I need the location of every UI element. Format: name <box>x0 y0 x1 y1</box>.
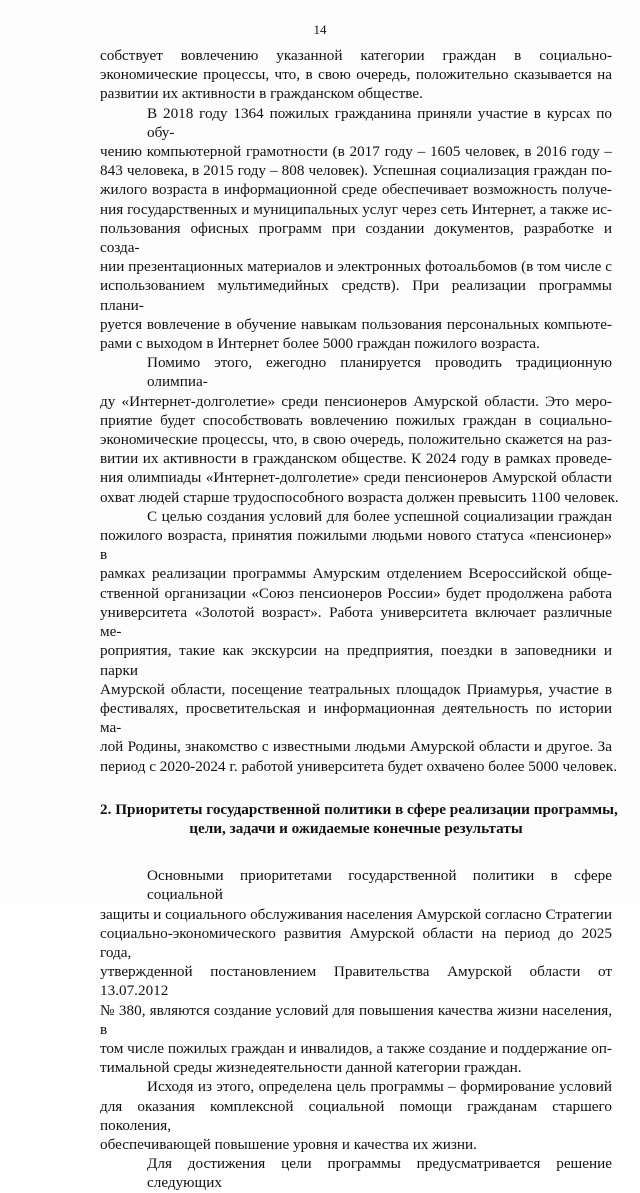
text-line: Исходя из этого, определена цель программы – формирование условий <box>147 1078 612 1096</box>
heading-line: 2. Приоритеты государственной политики в сфере реализации программы, <box>100 800 618 818</box>
text-line: том числе пожилых граждан и инвалидов, а также создание и поддержание оп- <box>100 1039 612 1057</box>
document-body <box>100 46 619 1193</box>
heading-line: цели, задачи и ожидаемые конечные результаты <box>189 819 523 837</box>
text-line: чению компьютерной грамотности (в 2017 году – 1605 человек, в 2016 году – <box>100 143 612 161</box>
page-number: 14 <box>313 22 327 37</box>
text-line: собствует вовлечению указанной категории граждан в социально- <box>100 47 612 64</box>
text-line: приятие будет способствовать вовлечению пожилых граждан в социально- <box>100 411 612 429</box>
heading-spacer <box>100 838 612 866</box>
text-line: В 2018 году 1364 пожилых гражданина приняли участие в курсах по обу- <box>147 104 612 141</box>
text-line: жилого возраста в информационной среде обеспечивает возможность получе- <box>100 181 612 199</box>
text-line: утвержденной постановлением Правительства Амурской области от 13.07.2012 <box>100 963 612 1000</box>
text-line: использованием мультимедийных средств). При реализации программы плани- <box>100 277 612 314</box>
text-line: Амурской области, посещение театральных площадок Приамурья, участие в <box>100 680 612 698</box>
text-line: пожилого возраста, принятия пожилыми людьми нового статуса «пенсионер» в <box>100 527 612 564</box>
section-heading <box>100 800 618 838</box>
text-line: фестивалях, просветительская и информационная деятельность по истории ма- <box>100 699 612 737</box>
paragraph-continuation <box>100 46 612 104</box>
text-line: Для достижения цели программы предусматривается решение следующих <box>147 1155 612 1192</box>
text-line: роприятия, такие как экскурсии на предприятия, поездки в заповедники и парки <box>100 642 612 679</box>
text-line: обеспечивающей повышение уровня и качества их жизни. <box>100 1135 477 1153</box>
section-spacer <box>100 776 612 800</box>
text-line: университета «Золотой возраст». Работа университета включает различные ме- <box>100 603 612 641</box>
text-line: ния олимпиады «Интернет-долголетие» среди пенсионеров Амурской области <box>100 469 612 487</box>
paragraph-program-goal <box>100 1077 612 1154</box>
text-line: лой Родины, знакомство с известными людьми Амурской области и другое. За <box>100 738 612 756</box>
text-line: социально-экономического развития Амурской области на период до 2025 года, <box>100 924 612 961</box>
text-line: экономические процессы, что, в свою очередь, положительно скажется на раз- <box>100 431 612 449</box>
text-line: ду «Интернет-долголетие» среди пенсионеров Амурской области. Это меро- <box>100 392 612 410</box>
paragraph-olympiad <box>100 353 619 507</box>
text-line: рами с выходом в Интернет более 5000 граждан пожилого возраста. <box>100 335 540 353</box>
text-line: развитии их активности в гражданском обществе. <box>100 85 423 103</box>
text-line: период с 2020-2024 г. работой университета будет охвачено более 5000 человек. <box>100 757 618 775</box>
text-line: 843 человека, в 2015 году – 808 человек). Успешная социализация граждан по- <box>100 162 612 180</box>
text-line: С целью создания условий для более успешной социализации граждан <box>147 507 612 525</box>
text-line: ния государственных и муниципальных услуг через сеть Интернет, а также ис- <box>100 200 612 218</box>
text-line: защиты и социального обслуживания населения Амурской согласно Стратегии <box>100 905 612 923</box>
paragraph-computer-literacy <box>100 104 612 354</box>
paragraph-objectives-intro <box>100 1154 612 1192</box>
text-line: пользования офисных программ при создании документов, разработке и созда- <box>100 219 612 257</box>
text-line: Основными приоритетами государственной политики в сфере социальной <box>147 867 612 904</box>
text-line: ственной организации «Союз пенсионеров России» будет продолжена работа <box>100 584 612 602</box>
text-line: экономические процессы, что, в свою очередь, положительно сказывается на <box>100 66 612 84</box>
text-line: тимальной среды жизнедеятельности данной категории граждан. <box>100 1059 522 1077</box>
text-line: нии презентационных материалов и электронных фотоальбомов (в том числе с <box>100 258 612 276</box>
text-line: Помимо этого, ежегодно планируется проводить традиционную олимпиа- <box>147 354 612 391</box>
paragraph-university <box>100 507 618 776</box>
text-line: рамках реализации программы Амурским отделением Всероссийской обще- <box>100 565 612 583</box>
paragraph-priorities <box>100 866 612 1077</box>
text-line: руется вовлечение в обучение навыкам пользования персональных компьюте- <box>100 315 612 333</box>
text-line: охват людей старше трудоспособного возраста должен превысить 1100 человек. <box>100 488 619 506</box>
text-line: для оказания комплексной социальной помощи гражданам старшего поколения, <box>100 1097 612 1134</box>
text-line: витии их активности в гражданском обществе. К 2024 году в рамках проведе- <box>100 450 612 468</box>
text-line: № 380, являются создание условий для повышения качества жизни населения, в <box>100 1001 612 1038</box>
